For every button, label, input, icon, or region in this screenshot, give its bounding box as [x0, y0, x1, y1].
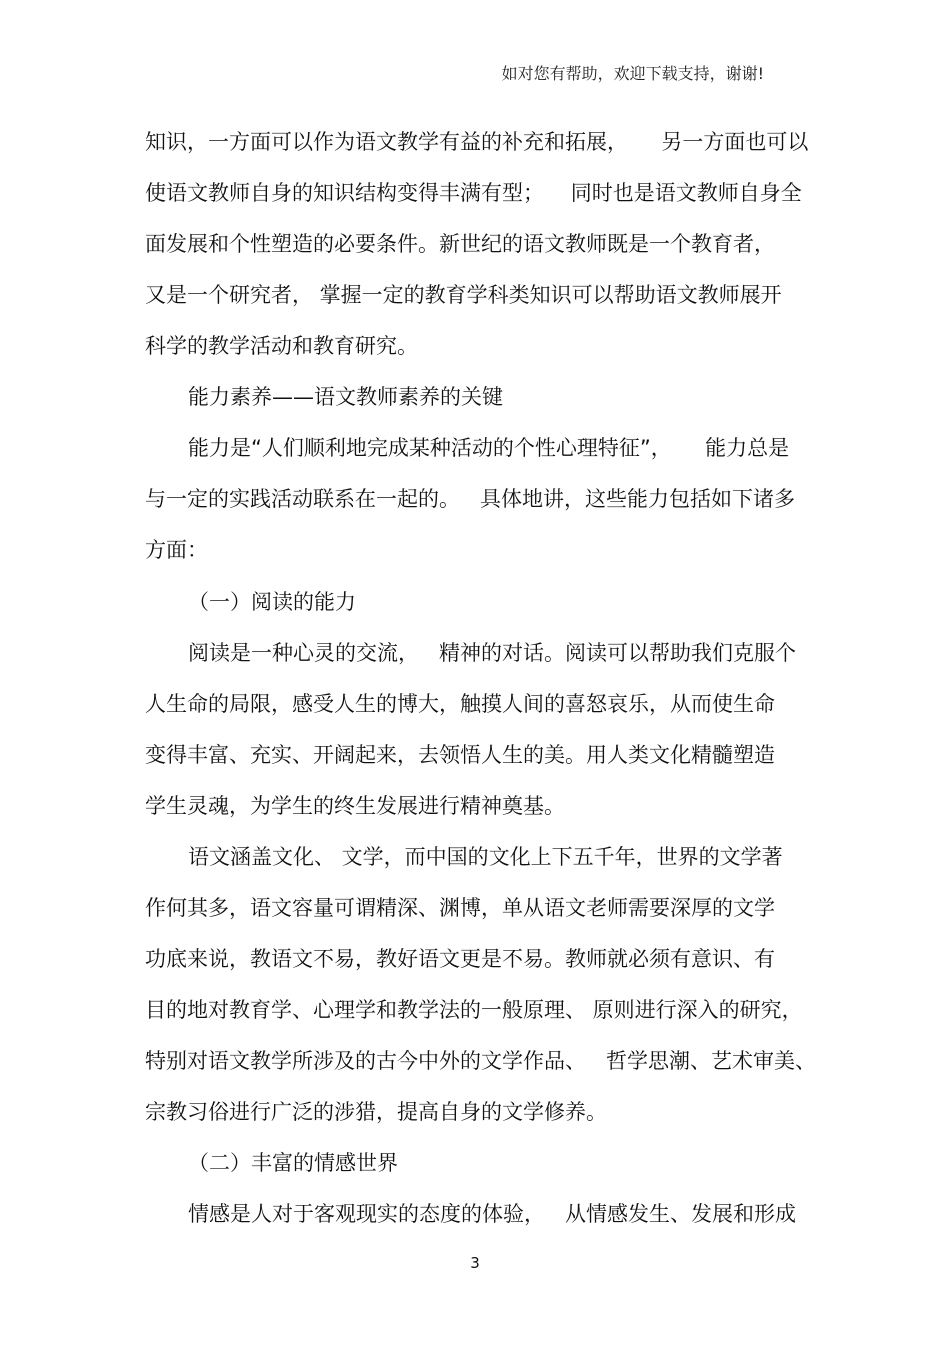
body-line: 宗教习俗进行广泛的涉猎，提高自身的文学修养。	[145, 1100, 607, 1124]
body-line: 学生灵魂，为学生的终生发展进行精神奠基。	[145, 794, 565, 818]
page-number: 3	[470, 1254, 480, 1272]
body-line: 功底来说，教语文不易，教好语文更是不易。教师就必须有意识、有	[145, 947, 775, 971]
body-line: 语文涵盖文化、 文学，而中国的文化上下五千年，世界的文学著	[188, 845, 783, 869]
body-line: 变得丰富、充实、开阔起来，去领悟人生的美。用人类文化精髓塑造	[145, 743, 775, 767]
body-line: 与一定的实践活动联系在一起的。 具体地讲，这些能力包括如下诸多	[145, 487, 796, 511]
subsection-heading: （一）阅读的能力	[188, 590, 356, 614]
subsection-heading: （二）丰富的情感世界	[188, 1151, 398, 1175]
header-note: 如对您有帮助，欢迎下载支持，谢谢!	[501, 64, 764, 83]
section-heading: 能力素养——语文教师素养的关键	[188, 385, 503, 409]
body-line: 能力是“人们顺利地完成某种活动的个性心理特征”， 能力总是	[188, 436, 790, 460]
body-line: 作何其多，语文容量可谓精深、渊博，单从语文老师需要深厚的文学	[145, 896, 775, 920]
body-line: 特别对语文教学所涉及的古今中外的文学作品、 哲学思潮、艺术审美、	[145, 1049, 817, 1073]
body-line: 科学的教学活动和教育研究。	[145, 334, 418, 358]
body-line: 方面：	[145, 538, 208, 562]
body-line: 阅读是一种心灵的交流， 精神的对话。阅读可以帮助我们克服个	[188, 641, 797, 665]
body-line: 目的地对教育学、心理学和教学法的一般原理、 原则进行深入的研究，	[145, 998, 803, 1022]
body-line: 又是一个研究者， 掌握一定的教育学科类知识可以帮助语文教师展开	[145, 283, 782, 307]
body-line: 使语文教师自身的知识结构变得丰满有型； 同时也是语文教师自身全	[145, 181, 802, 205]
body-line: 情感是人对于客观现实的态度的体验， 从情感发生、发展和形成	[188, 1202, 797, 1226]
body-line: 知识，一方面可以作为语文教学有益的补充和拓展， 另一方面也可以	[145, 130, 809, 154]
body-line: 面发展和个性塑造的必要条件。新世纪的语文教师既是一个教育者，	[145, 232, 775, 256]
body-line: 人生命的局限，感受人生的博大，触摸人间的喜怒哀乐，从而使生命	[145, 692, 775, 716]
